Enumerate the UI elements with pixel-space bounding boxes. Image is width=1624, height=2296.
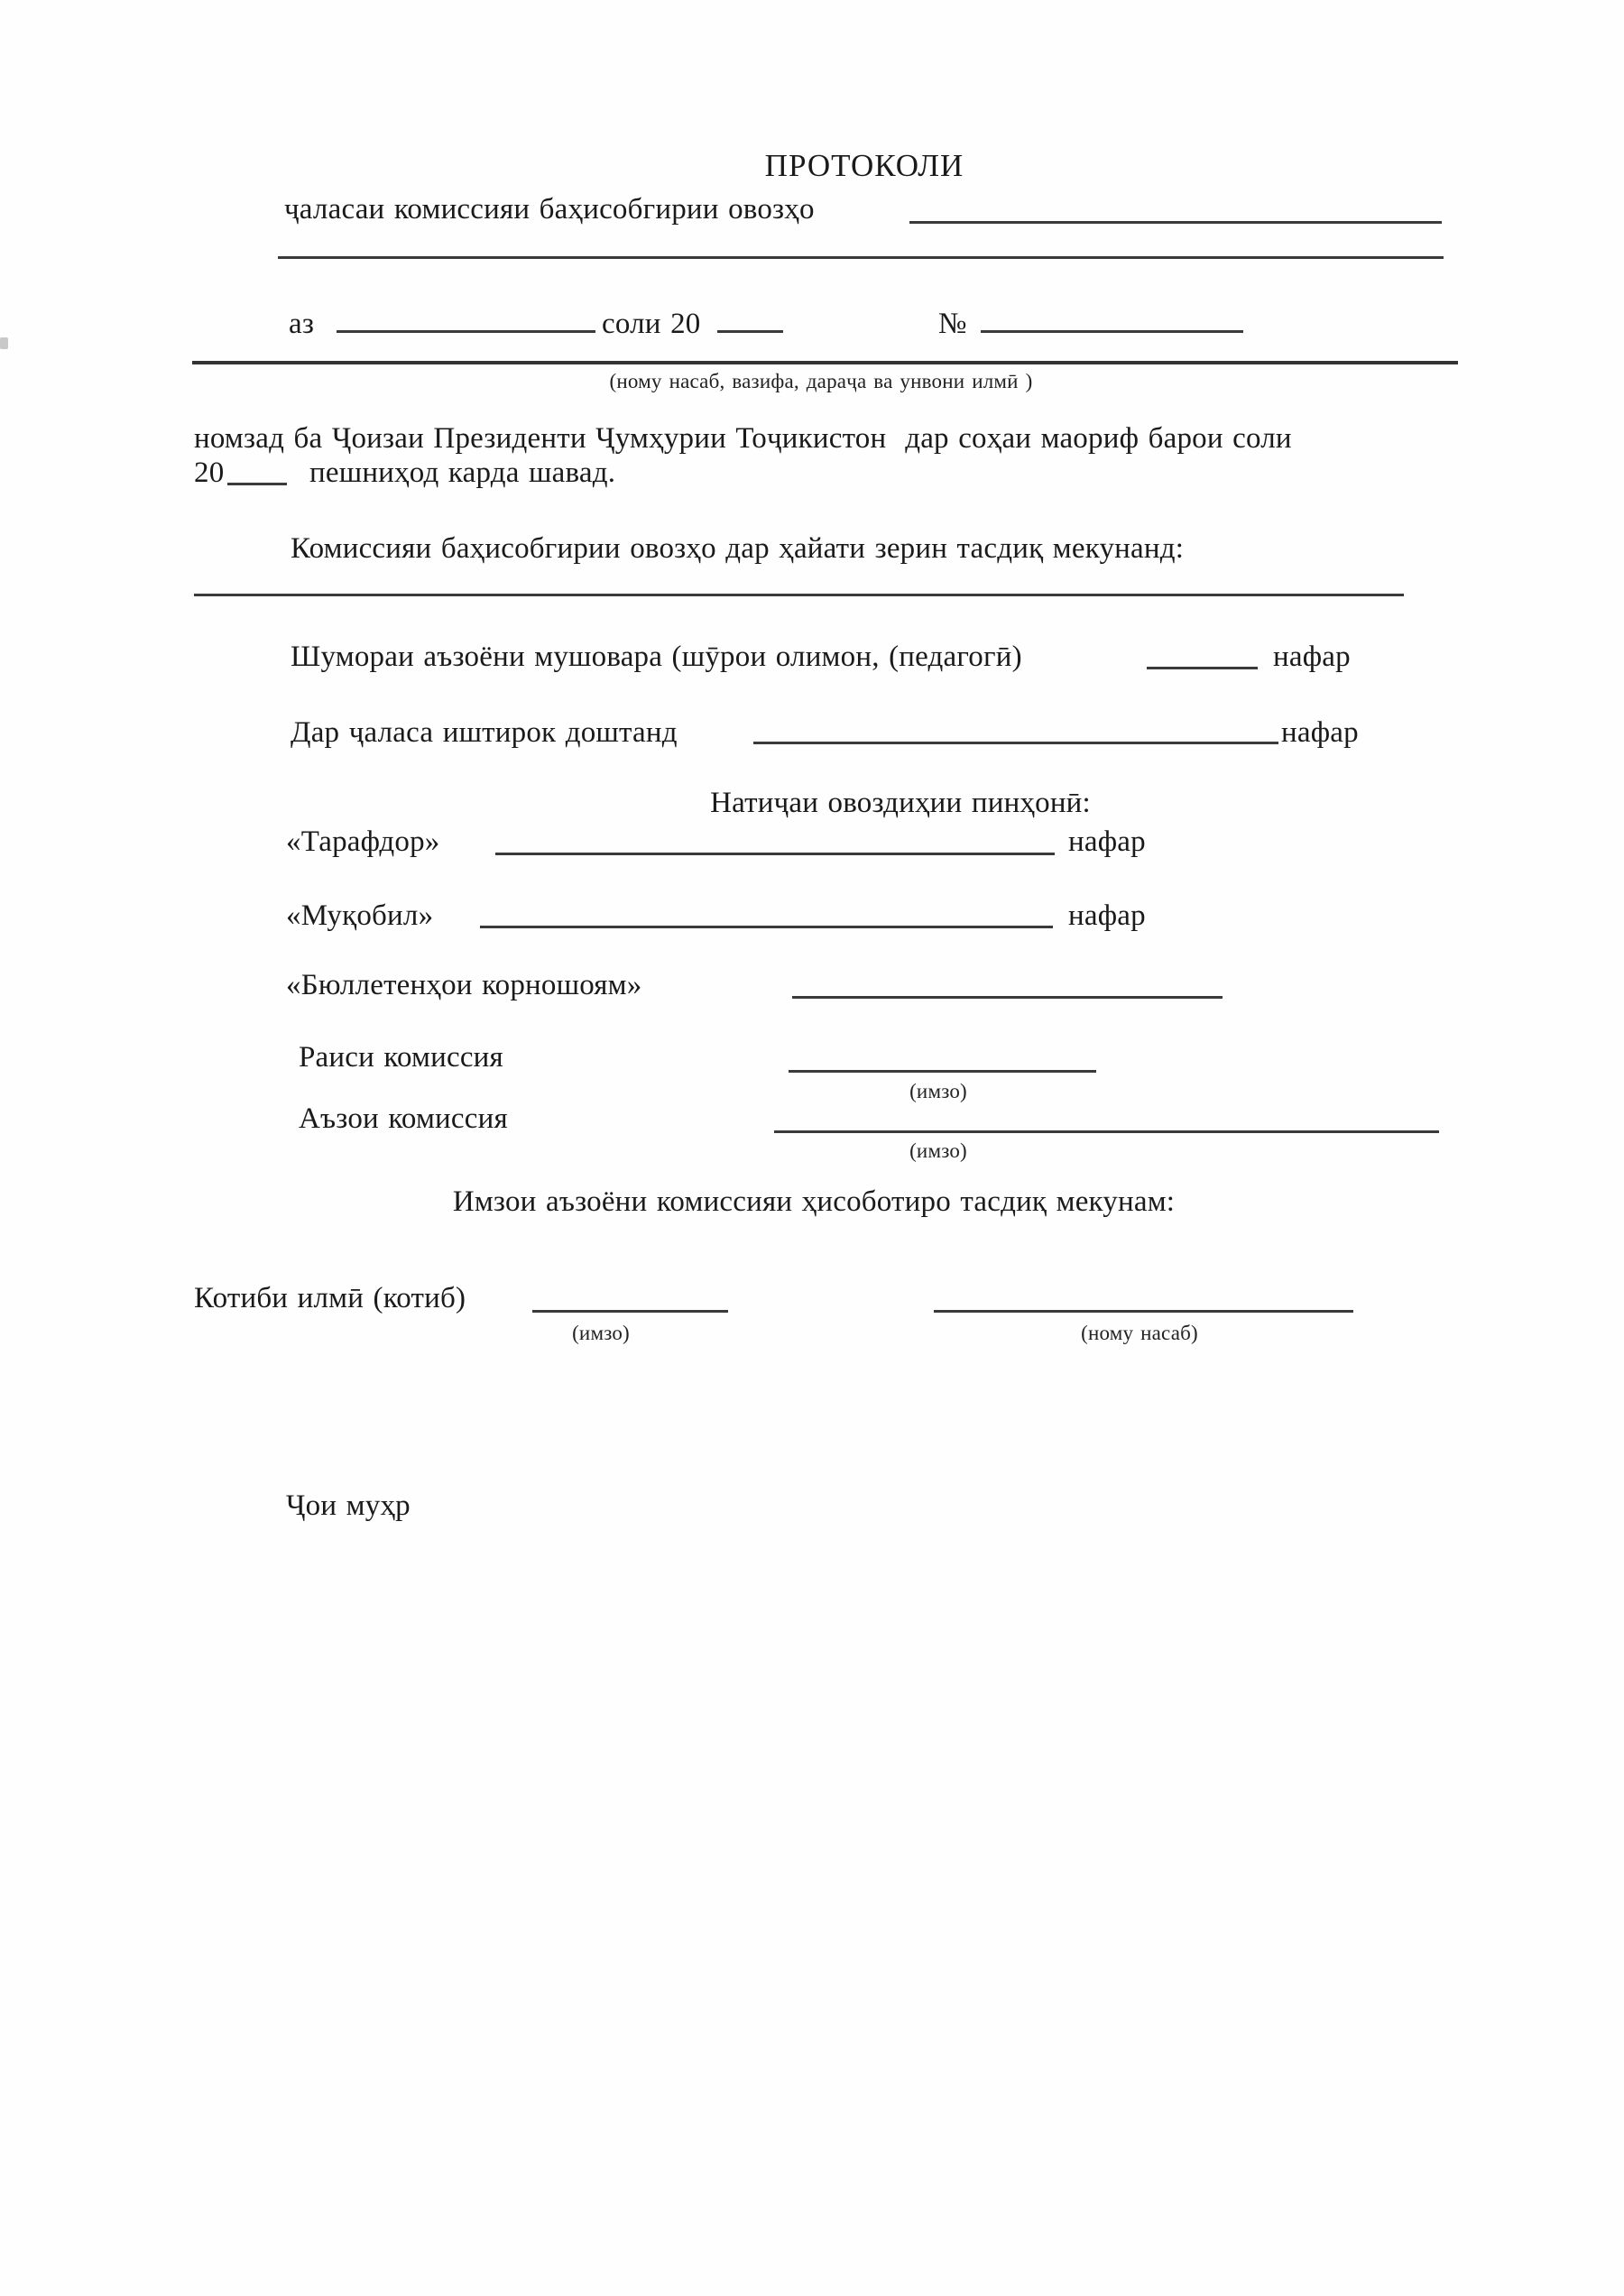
- vote-against-blank-line: [480, 926, 1053, 928]
- attended-unit: нафар: [1281, 716, 1359, 749]
- chairman-signature-line: [789, 1070, 1096, 1073]
- invalid-ballots-label: «Бюллетенҳои корношоям»: [286, 969, 642, 1001]
- subtitle-blank-line-2: [278, 256, 1444, 259]
- members-count-blank-line: [1147, 667, 1258, 669]
- secretary-label: Котиби илмӣ (котиб): [194, 1282, 466, 1314]
- secretary-signature-caption: (имзо): [572, 1322, 630, 1344]
- commission-line: Комиссияи баҳисобгирии овозҳо дар ҳайати зерин тасдиқ мекунанд:: [291, 532, 1185, 565]
- confirm-line: Имзои аъзоёни комиссияи ҳисоботиро тасдиқ мекунам:: [452, 1185, 1176, 1218]
- document-title: ПРОТОКОЛИ: [764, 148, 964, 183]
- members-count-label: Шумораи аъзоёни мушовара (шӯрои олимон, (педагогӣ): [291, 641, 1022, 673]
- commission-members-blank-line: [194, 594, 1404, 596]
- results-heading: Натиҷаи овоздиҳии пинҳонӣ:: [710, 787, 1091, 819]
- attended-blank-line: [753, 742, 1278, 744]
- nominee-paragraph-line2: пешниҳод карда шавад.: [309, 456, 616, 489]
- number-label: №: [938, 308, 967, 340]
- attended-label: Дар ҷаласа иштирок доштанд: [291, 716, 678, 749]
- vote-for-blank-line: [495, 853, 1055, 855]
- vote-against-label: «Муқобил»: [286, 899, 434, 932]
- chairman-signature-caption: (имзо): [909, 1080, 967, 1102]
- date-blank-line: [337, 330, 595, 333]
- scan-artifact: [0, 337, 8, 349]
- members-label: Аъзои комиссия: [299, 1102, 508, 1135]
- name-caption: (ному насаб, вазифа, дараҷа ва унвони илмӣ ): [609, 370, 1033, 392]
- name-blank-line: [192, 361, 1458, 364]
- year-label: соли 20: [602, 308, 701, 340]
- subtitle-blank-line: [909, 221, 1442, 224]
- members-signature-caption: (имзо): [909, 1139, 967, 1162]
- secretary-signature-line: [532, 1310, 728, 1313]
- seal-label: Ҷои муҳр: [286, 1489, 411, 1522]
- vote-for-label: «Тарафдор»: [286, 825, 440, 858]
- vote-for-unit: нафар: [1068, 825, 1146, 858]
- members-count-unit: нафар: [1273, 641, 1351, 673]
- chairman-label: Раиси комиссия: [299, 1041, 503, 1074]
- vote-against-unit: нафар: [1068, 899, 1146, 932]
- secretary-name-caption: (ному насаб): [1081, 1322, 1198, 1344]
- invalid-ballots-blank-line: [792, 996, 1223, 999]
- nominee-paragraph-line1: номзад ба Ҷоизаи Президенти Ҷумҳурии Тоҷикистон дар соҳаи маориф барои соли: [194, 422, 1292, 455]
- number-blank-line: [981, 330, 1243, 333]
- subtitle-text: ҷаласаи комиссияи баҳисобгирии овозҳо: [284, 193, 815, 226]
- nominee-year-blank-line: [227, 483, 287, 485]
- nominee-year-prefix: 20: [194, 456, 225, 489]
- year-blank-line: [717, 330, 783, 333]
- members-signature-line: [774, 1130, 1439, 1133]
- secretary-name-line: [934, 1310, 1353, 1313]
- date-prefix: аз: [289, 308, 315, 340]
